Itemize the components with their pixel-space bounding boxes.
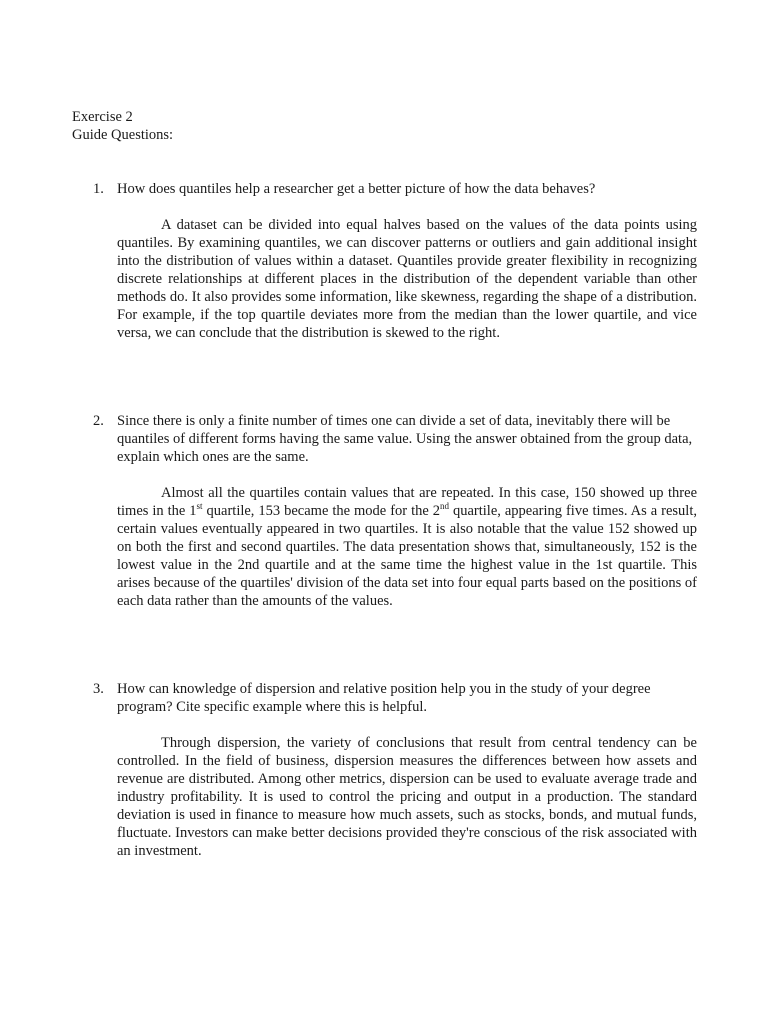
question-number: 3.: [93, 681, 104, 697]
guide-questions-heading: Guide Questions:: [72, 127, 174, 143]
answer-paragraph: Through dispersion, the variety of conclusions that result from central tendency can be controlled. In the field of business, dispersion measures the differences between how assets and revenue are distributed. Among other metrics, dispersion can be used to evaluate average trade and industry profitability. It is used to control the pricing and output in a production. The standard deviation is used in finance to measure how much assets, such as stocks, bonds, and mutual funds, fluctuate. Investors can make better decisions provided they're conscious of the risk associated with an investment.: [117, 735, 697, 859]
ordinal-superscript: nd: [440, 501, 449, 512]
answer-paragraph: [117, 484, 697, 610]
answer-text: Almost all the quartiles contain values that are repeated. In this case, 150 showed up three times in the 1: [117, 485, 697, 519]
question-number: 2.: [93, 413, 104, 429]
document-header: [72, 108, 173, 144]
question-text: How can knowledge of dispersion and relative position help you in the study of your degree program? Cite specific example where this is helpful.: [117, 681, 651, 715]
question-3: [93, 680, 697, 875]
question-text: Since there is only a finite number of times one can divide a set of data, inevitably there will be quantiles of different forms having the same value. Using the answer obtained from the group data, explain which ones are the same.: [117, 413, 693, 465]
question-text: How does quantiles help a researcher get a better picture of how the data behaves?: [117, 181, 596, 197]
question-number: 1.: [93, 181, 104, 197]
question-2: [93, 412, 697, 625]
ordinal-superscript: st: [196, 501, 203, 512]
answer-text: quartile, appearing five times. As a result, certain values eventually appeared in two quartiles. It is also notable that the value 152 showed up on both the first and second quartiles. The data presentation shows that, simultaneously, 152 is the lowest value in the 2nd quartile and at the same time the highest value in the 1st quartile. This arises because of the quartiles' division of the data set into four equal parts based on the positions of each data rather than the amounts of the values.: [117, 503, 697, 609]
exercise-title: Exercise 2: [72, 109, 133, 125]
question-1: [93, 180, 697, 357]
answer-text: quartile, 153 became the mode for the 2: [202, 503, 440, 519]
answer-paragraph: A dataset can be divided into equal halves based on the values of the data points using quantiles. By examining quantiles, we can discover patterns or outliers and gain additional insight into the distribution of values within a dataset. Quantiles provide greater flexibility in recognizing discrete relationships at different places in the distribution of the dependent variable than other methods do. It also provides some information, like skewness, regarding the shape of a distribution. For example, if the top quartile deviates more from the median than the lower quartile, and vice versa, we can conclude that the distribution is skewed to the right.: [117, 217, 697, 341]
